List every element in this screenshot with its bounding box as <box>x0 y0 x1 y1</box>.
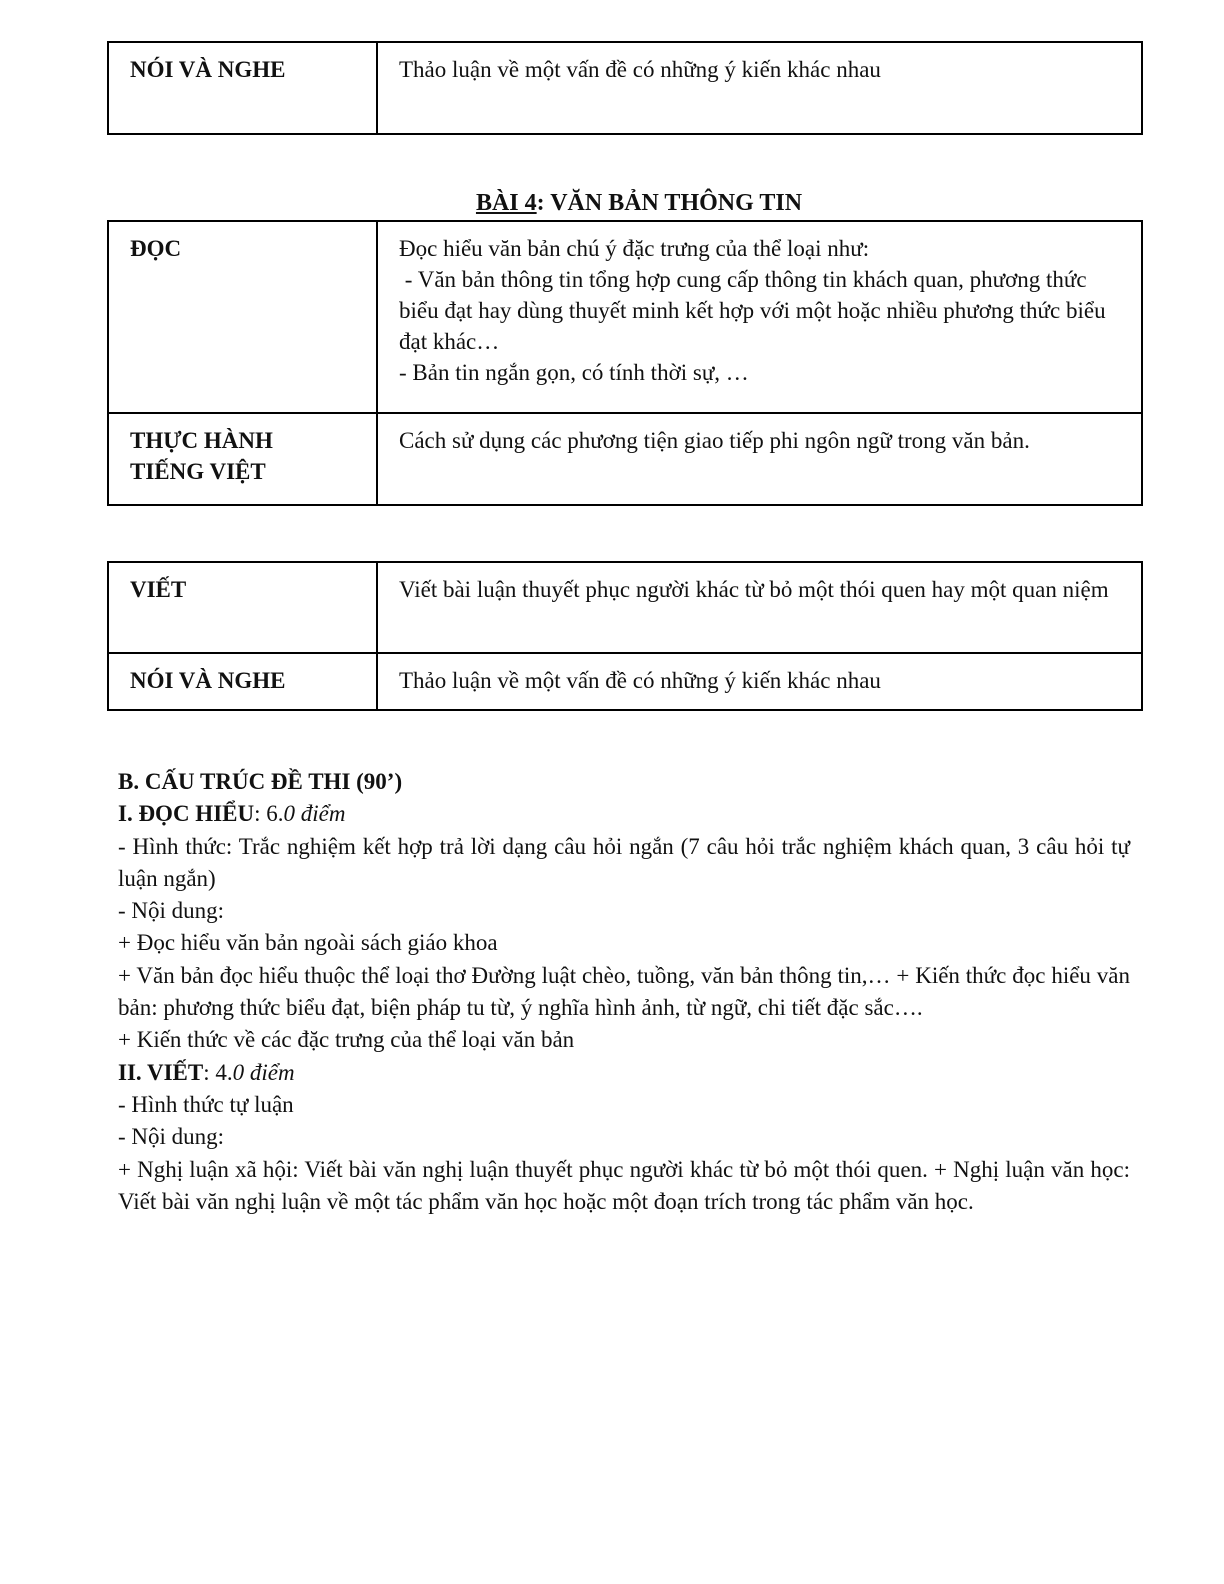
row-label: NÓI VÀ NGHE <box>108 42 377 134</box>
row-label <box>108 413 377 505</box>
score-value: 0 điểm <box>232 1059 295 1085</box>
text-line: + Đọc hiểu văn bản ngoài sách giáo khoa <box>118 930 498 956</box>
lesson-4-title <box>0 190 1224 217</box>
speaking-listening-table <box>107 41 1143 135</box>
exam-structure-section <box>118 766 1130 1218</box>
part-2-heading <box>118 1057 1130 1089</box>
part-label: II. VIẾT <box>118 1059 204 1085</box>
writing-speaking-table <box>107 561 1143 711</box>
row-label: ĐỌC <box>108 221 377 413</box>
lesson-name: : VĂN BẢN THÔNG TIN <box>536 190 803 216</box>
text-line: - Hình thức: Trắc nghiệm kết hợp trả lời dạng câu hỏi ngắn (7 câu hỏi trắc nghiệm khách quan, 3 câu hỏi tự luận ngắn) <box>118 833 1130 891</box>
row-label: NÓI VÀ NGHE <box>108 653 377 710</box>
table-row <box>108 221 1142 413</box>
table-row <box>108 653 1142 710</box>
text-line: - Hình thức tự luận <box>118 1091 294 1117</box>
text-line: + Văn bản đọc hiểu thuộc thể loại thơ Đường luật chèo, tuồng, văn bản thông tin,… + Kiến thức đọc hiểu văn bản: phương thức biểu đạt, biện pháp tu từ, ý nghĩa hình ảnh, từ ngữ, chi tiết đặc sắc…. <box>118 962 1130 1021</box>
row-content: Cách sử dụng các phương tiện giao tiếp phi ngôn ngữ trong văn bản. <box>377 413 1142 505</box>
part-1-heading <box>118 798 1130 830</box>
row-content: Thảo luận về một vấn đề có những ý kiến khác nhau <box>377 653 1142 710</box>
text-line: + Nghị luận xã hội: Viết bài văn nghị luận thuyết phục người khác từ bỏ một thói quen. + Nghị luận văn học: Viết bài văn nghị luận về một tác phẩm văn học hoặc một đoạn trích trong tác phẩm văn học. <box>118 1156 1130 1214</box>
score-prefix: : 6. <box>254 801 284 827</box>
label-line: THỰC HÀNH <box>130 428 273 453</box>
table-row <box>108 413 1142 505</box>
lesson-number: BÀI 4 <box>475 190 537 216</box>
section-heading: B. CẤU TRÚC ĐỀ THI (90’) <box>118 769 403 794</box>
score-prefix: : 4. <box>203 1059 233 1085</box>
content-line: Đọc hiểu văn bản chú ý đặc trưng của thể loại như: <box>399 236 870 261</box>
table-row <box>108 562 1142 653</box>
row-content <box>377 221 1142 413</box>
content-line: - Văn bản thông tin tổng hợp cung cấp thông tin khách quan, phương thức biểu đạt hay dùng thuyết minh kết hợp với một hoặc nhiều phương thức biểu đạt khác… <box>399 267 1112 354</box>
part-label: I. ĐỌC HIỂU <box>118 801 255 827</box>
text-line: - Nội dung: <box>118 1124 225 1150</box>
content-line: - Bản tin ngắn gọn, có tính thời sự, … <box>399 360 749 385</box>
lesson-4-table <box>107 220 1143 506</box>
score-value: 0 điểm <box>283 801 346 827</box>
text-line: + Kiến thức về các đặc trưng của thể loại văn bản <box>118 1027 575 1053</box>
table-row <box>108 42 1142 134</box>
row-content: Thảo luận về một vấn đề có những ý kiến khác nhau <box>377 42 1142 134</box>
text-line: - Nội dung: <box>118 898 225 924</box>
label-line: TIẾNG VIỆT <box>130 459 266 484</box>
row-content: Viết bài luận thuyết phục người khác từ bỏ một thói quen hay một quan niệm <box>377 562 1142 653</box>
row-label: VIẾT <box>108 562 377 653</box>
